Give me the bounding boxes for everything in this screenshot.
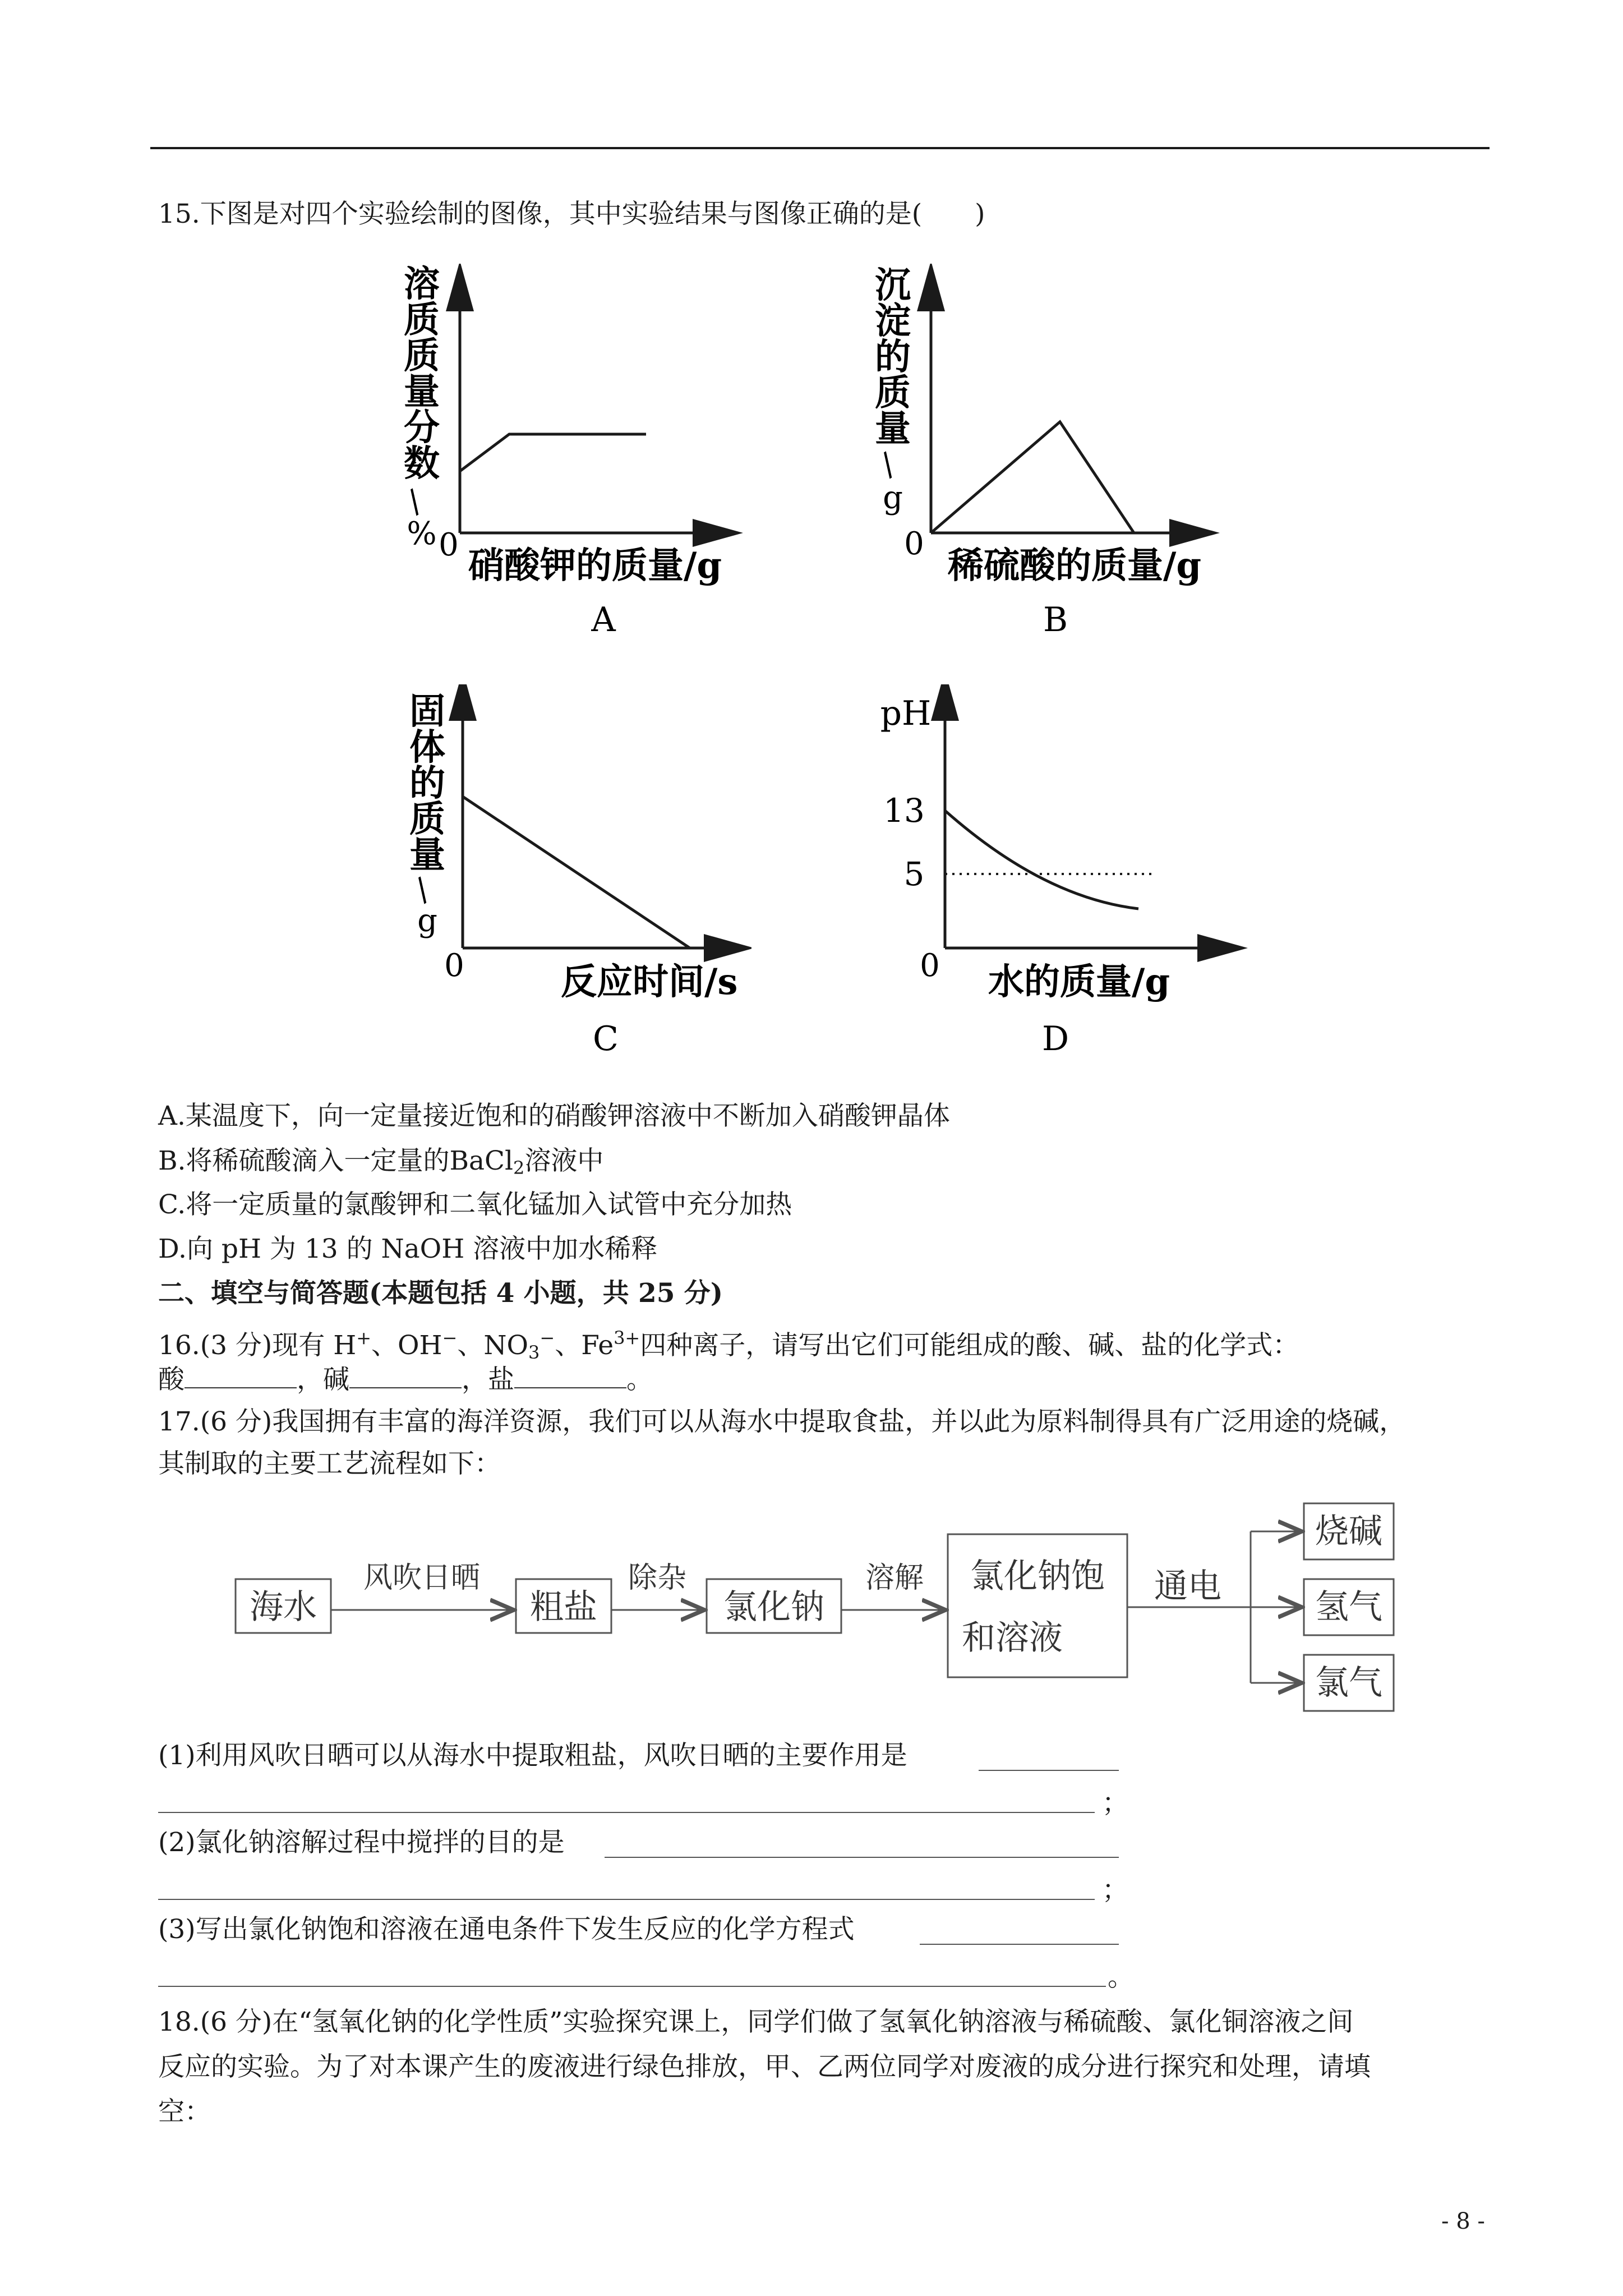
section-2-title: 二、填空与简答题(本题包括 4 小题，共 25 分) — [158, 1278, 723, 1309]
svg-text:分: 分 — [404, 407, 440, 449]
q16-stem: 16.(3 分)现有 H+、OH−、$NO_3^-$、$Fe^{3+}$四种离子，请写出它们可能组成的酸、碱、盐的化学式： — [158, 1327, 1299, 1363]
q17-sub-1-blank-a[interactable] — [979, 1770, 1119, 1771]
flow-hydrogen: 氢气 — [1315, 1588, 1382, 1627]
q18-line-1: 18.(6 分)在“氢氧化钠的化学性质”实验探究课上，同学们做了氢氧化钠溶液与稀硫酸、氯化铜溶液之间 — [158, 2007, 1354, 2037]
flow-step-wind-sun: 风吹日晒 — [363, 1561, 481, 1595]
q18-line-2: 反应的实验。为了对本课产生的废液进行绿色排放，甲、乙两位同学对废液的成分进行探究和处理，请填 — [158, 2051, 1371, 2082]
q15-option-a: A.某温度下，向一定量接近饱和的硝酸钾溶液中不断加入硝酸钾晶体 — [158, 1101, 950, 1131]
svg-text:数: 数 — [404, 443, 440, 485]
graph-a — [387, 264, 751, 656]
graph-c-xlabel: 反应时间/s — [561, 961, 738, 1003]
graph-d-tick-5: 5 — [903, 855, 925, 893]
flow-crude-salt: 粗盐 — [530, 1588, 597, 1627]
q17-sub-2-end: ； — [1102, 1875, 1128, 1906]
graph-b-origin: 0 — [904, 526, 924, 562]
graph-c-ylabel — [408, 691, 445, 939]
q17-sub-1-end: ； — [1102, 1788, 1128, 1819]
graph-c-origin: 0 — [444, 947, 464, 984]
graph-d-curve — [945, 811, 1138, 909]
q17-line-1: 17.(6 分)我国拥有丰富的海洋资源，我们可以从海水中提取食盐，并以此为原料制得具有广泛用途的烧碱， — [158, 1406, 1406, 1437]
base-blank[interactable] — [349, 1365, 462, 1388]
svg-text:质: 质 — [404, 335, 440, 377]
flow-step-dissolve: 溶解 — [865, 1561, 924, 1595]
q17-sub-1: (1)利用风吹日晒可以从海水中提取粗盐，风吹日晒的主要作用是 — [158, 1740, 907, 1771]
q17-sub-2: (2)氯化钠溶解过程中搅拌的目的是 — [158, 1827, 565, 1858]
svg-text:的: 的 — [409, 762, 445, 804]
graph-b-curve — [931, 422, 1134, 533]
flow-seawater: 海水 — [250, 1588, 317, 1627]
q17-line-2: 其制取的主要工艺流程如下： — [158, 1448, 501, 1479]
svg-text:质: 质 — [404, 299, 440, 341]
svg-text:/: / — [874, 446, 902, 484]
q17-sub-3-blank-a[interactable] — [920, 1944, 1119, 1945]
svg-text:固: 固 — [409, 691, 445, 733]
page-number: - 8 - — [1441, 2208, 1485, 2234]
graph-b-caption: B — [1043, 600, 1068, 639]
svg-text:g: g — [417, 903, 437, 939]
salt-blank[interactable] — [514, 1365, 626, 1388]
q17-sub-2-blank-b[interactable] — [158, 1899, 1095, 1900]
graph-c-caption: C — [593, 1019, 619, 1059]
graph-d-origin: 0 — [920, 947, 940, 984]
graph-c — [387, 684, 751, 1077]
svg-text:质: 质 — [875, 372, 911, 414]
acid-blank[interactable] — [185, 1365, 297, 1388]
q17-sub-3: (3)写出氯化钠饱和溶液在通电条件下发生反应的化学方程式 — [158, 1914, 855, 1945]
q15-option-b: B.将稀硫酸滴入一定量的BaCl$_2$溶液中 — [158, 1145, 604, 1179]
svg-text:g: g — [883, 480, 903, 516]
q17-sub-3-end: 。 — [1108, 1962, 1134, 1993]
q17-sub-2-blank-a[interactable] — [605, 1857, 1119, 1858]
svg-text:质: 质 — [409, 798, 445, 840]
q17-sub-3-blank-b[interactable] — [158, 1986, 1106, 1987]
svg-text:%: % — [407, 516, 437, 552]
graph-a-caption: A — [591, 600, 616, 639]
flow-saturated-2: 和溶液 — [962, 1618, 1063, 1658]
graph-d — [858, 684, 1262, 1077]
flow-saturated-1: 氯化钠饱 — [970, 1557, 1105, 1596]
graph-a-curve — [460, 434, 646, 471]
svg-text:淀: 淀 — [875, 300, 911, 342]
svg-text:溶: 溶 — [404, 264, 440, 305]
flow-step-electrolysis: 通电 — [1154, 1567, 1221, 1606]
svg-text:沉: 沉 — [875, 264, 911, 306]
svg-text:的: 的 — [875, 336, 911, 378]
graph-d-ylabel: pH — [880, 694, 932, 733]
q17-sub-1-blank-b[interactable] — [158, 1812, 1095, 1813]
svg-text:/: / — [400, 483, 428, 521]
q18-line-3: 空： — [158, 2096, 211, 2127]
graph-a-ylabel — [400, 264, 440, 552]
q17-flowchart — [224, 1492, 1413, 1733]
flow-chlorine: 氯气 — [1315, 1663, 1382, 1703]
q15-option-c: C.将一定质量的氯酸钾和二氧化锰加入试管中充分加热 — [158, 1189, 792, 1220]
flow-step-purify: 除杂 — [628, 1561, 687, 1595]
graph-b-xlabel: 稀硫酸的质量/g — [948, 545, 1202, 587]
graph-a-xlabel: 硝酸钾的质量/g — [468, 545, 722, 587]
q16-answers: 酸 ，碱 ，盐 。 — [158, 1364, 653, 1395]
flow-nacl: 氯化钠 — [723, 1588, 824, 1627]
svg-text:/: / — [408, 871, 436, 909]
graph-d-tick-13: 13 — [883, 792, 925, 830]
header-rule — [150, 147, 1490, 149]
q15-option-d: D.向 pH 为 13 的 NaOH 溶液中加水稀释 — [158, 1234, 658, 1264]
graph-a-origin: 0 — [439, 527, 459, 563]
graph-c-curve — [463, 797, 690, 948]
graph-d-caption: D — [1041, 1019, 1069, 1059]
graph-b-ylabel — [874, 264, 911, 516]
graph-d-xlabel: 水的质量/g — [988, 961, 1170, 1003]
graph-b — [858, 264, 1239, 656]
svg-text:量: 量 — [875, 408, 911, 450]
flow-caustic-soda: 烧碱 — [1315, 1512, 1382, 1551]
q15-stem: 15.下图是对四个实验绘制的图像，其中实验结果与图像正确的是( ) — [158, 199, 985, 229]
svg-text:体: 体 — [409, 726, 445, 769]
svg-text:量: 量 — [409, 834, 445, 876]
svg-text:量: 量 — [404, 371, 440, 413]
